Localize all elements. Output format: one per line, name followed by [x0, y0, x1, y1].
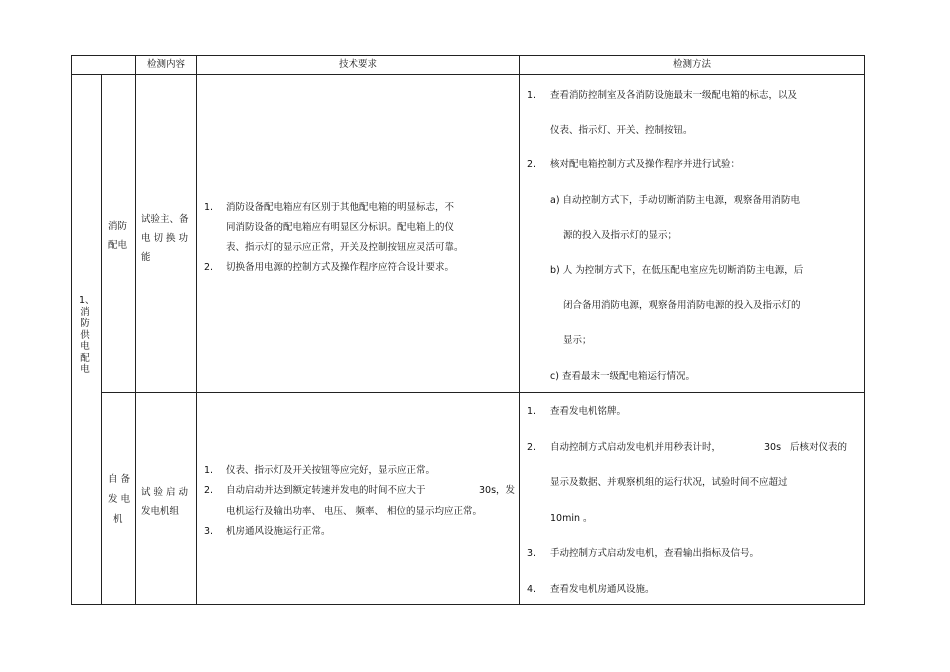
method-line: 源的投入及指示灯的显示；: [563, 230, 678, 241]
header-bottom-border: [71, 74, 865, 75]
method-number: 1.: [527, 406, 537, 417]
sub-label-line: 配电: [108, 240, 128, 251]
sub-label-line: 发 电: [108, 494, 131, 505]
requirement-number: 2.: [204, 262, 214, 273]
requirement-line: 表、指示灯的显示应正常，开关及控制按钮应灵活可靠。: [226, 242, 464, 253]
method-line: 查看消防控制室及各消防设施最末一级配电箱的标志，以及: [550, 90, 798, 101]
item-label-line: 能: [141, 252, 151, 263]
table-top-border: [71, 55, 865, 56]
category-label: 1、消防供电配电: [79, 295, 95, 375]
requirement-number: 1.: [204, 465, 214, 476]
requirement-column-border: [519, 55, 520, 605]
header-requirement: 技术要求: [338, 59, 377, 70]
requirement-line: 30s，发: [479, 485, 516, 496]
requirement-line: 切换备用电源的控制方式及操作程序应符合设计要求。: [226, 262, 455, 273]
item-label-line: 发电机组: [141, 506, 180, 517]
requirement-number: 3.: [204, 526, 214, 537]
method-number: 3.: [527, 548, 537, 559]
method-number: 1.: [527, 90, 537, 101]
sub-label-line: 自 备: [108, 474, 131, 485]
method-line: 查看发电机铭牌。: [550, 406, 627, 417]
method-number: 4.: [527, 584, 537, 595]
item-label-line: 试验主、备: [141, 214, 189, 225]
method-number: 2.: [527, 159, 537, 170]
requirement-line: 同消防设备的配电箱应有明显区分标识。配电箱上的仪: [226, 222, 455, 233]
method-line: 后核对仪表的: [790, 442, 848, 453]
method-line: c) 查看最末一级配电箱运行情况。: [550, 371, 695, 382]
item-label-line: 电 切 换 功: [141, 233, 189, 244]
item-column-border: [196, 55, 197, 605]
method-line: b) 人 为控制方式下，在低压配电室应先切断消防主电源，后: [550, 265, 804, 276]
method-line: 显示及数据、并观察机组的运行状况，试验时间不应超过: [550, 477, 788, 488]
requirement-line: 消防设备配电箱应有区别于其他配电箱的明显标志，不: [226, 202, 455, 213]
requirement-line: 电机运行及输出功率、 电压、 频率、 相位的显示均应正常。: [226, 506, 483, 517]
method-line: 核对配电箱控制方式及操作程序并进行试验：: [550, 159, 741, 170]
category-column-border: [101, 74, 102, 605]
requirement-line: 自动启动并达到额定转速并发电的时间不应大于: [226, 485, 426, 496]
item-label-line: 试 验 启 动: [141, 487, 189, 498]
sub-label-line: 消防: [108, 221, 128, 232]
method-line: 自动控制方式启动发电机并用秒表计时，: [550, 442, 722, 453]
method-line: 30s: [764, 442, 782, 453]
table-left-border: [71, 55, 72, 605]
method-line: 显示；: [563, 335, 592, 346]
method-number: 2.: [527, 442, 537, 453]
method-line: a) 自动控制方式下，手动切断消防主电源，观察备用消防电: [550, 195, 801, 206]
table-right-border: [864, 55, 865, 605]
method-line: 查看发电机房通风设施。: [550, 584, 655, 595]
header-item: 检测内容: [146, 59, 185, 70]
sub-column-border: [135, 55, 136, 605]
method-line: 仪表、指示灯、开关、控制按钮。: [550, 125, 693, 136]
row-divider: [101, 392, 865, 393]
requirement-line: 仪表、指示灯及开关按钮等应完好，显示应正常。: [226, 465, 436, 476]
method-line: 闭合备用消防电源，观察备用消防电源的投入及指示灯的: [563, 300, 801, 311]
header-method: 检测方法: [672, 59, 711, 70]
requirement-line: 机房通风设施运行正常。: [226, 526, 331, 537]
requirement-number: 1.: [204, 202, 214, 213]
table-bottom-border: [71, 604, 865, 605]
sub-label-line: 机: [113, 514, 123, 525]
method-line: 手动控制方式启动发电机，查看输出指标及信号。: [550, 548, 760, 559]
method-line: 10min 。: [550, 513, 593, 524]
requirement-number: 2.: [204, 485, 214, 496]
